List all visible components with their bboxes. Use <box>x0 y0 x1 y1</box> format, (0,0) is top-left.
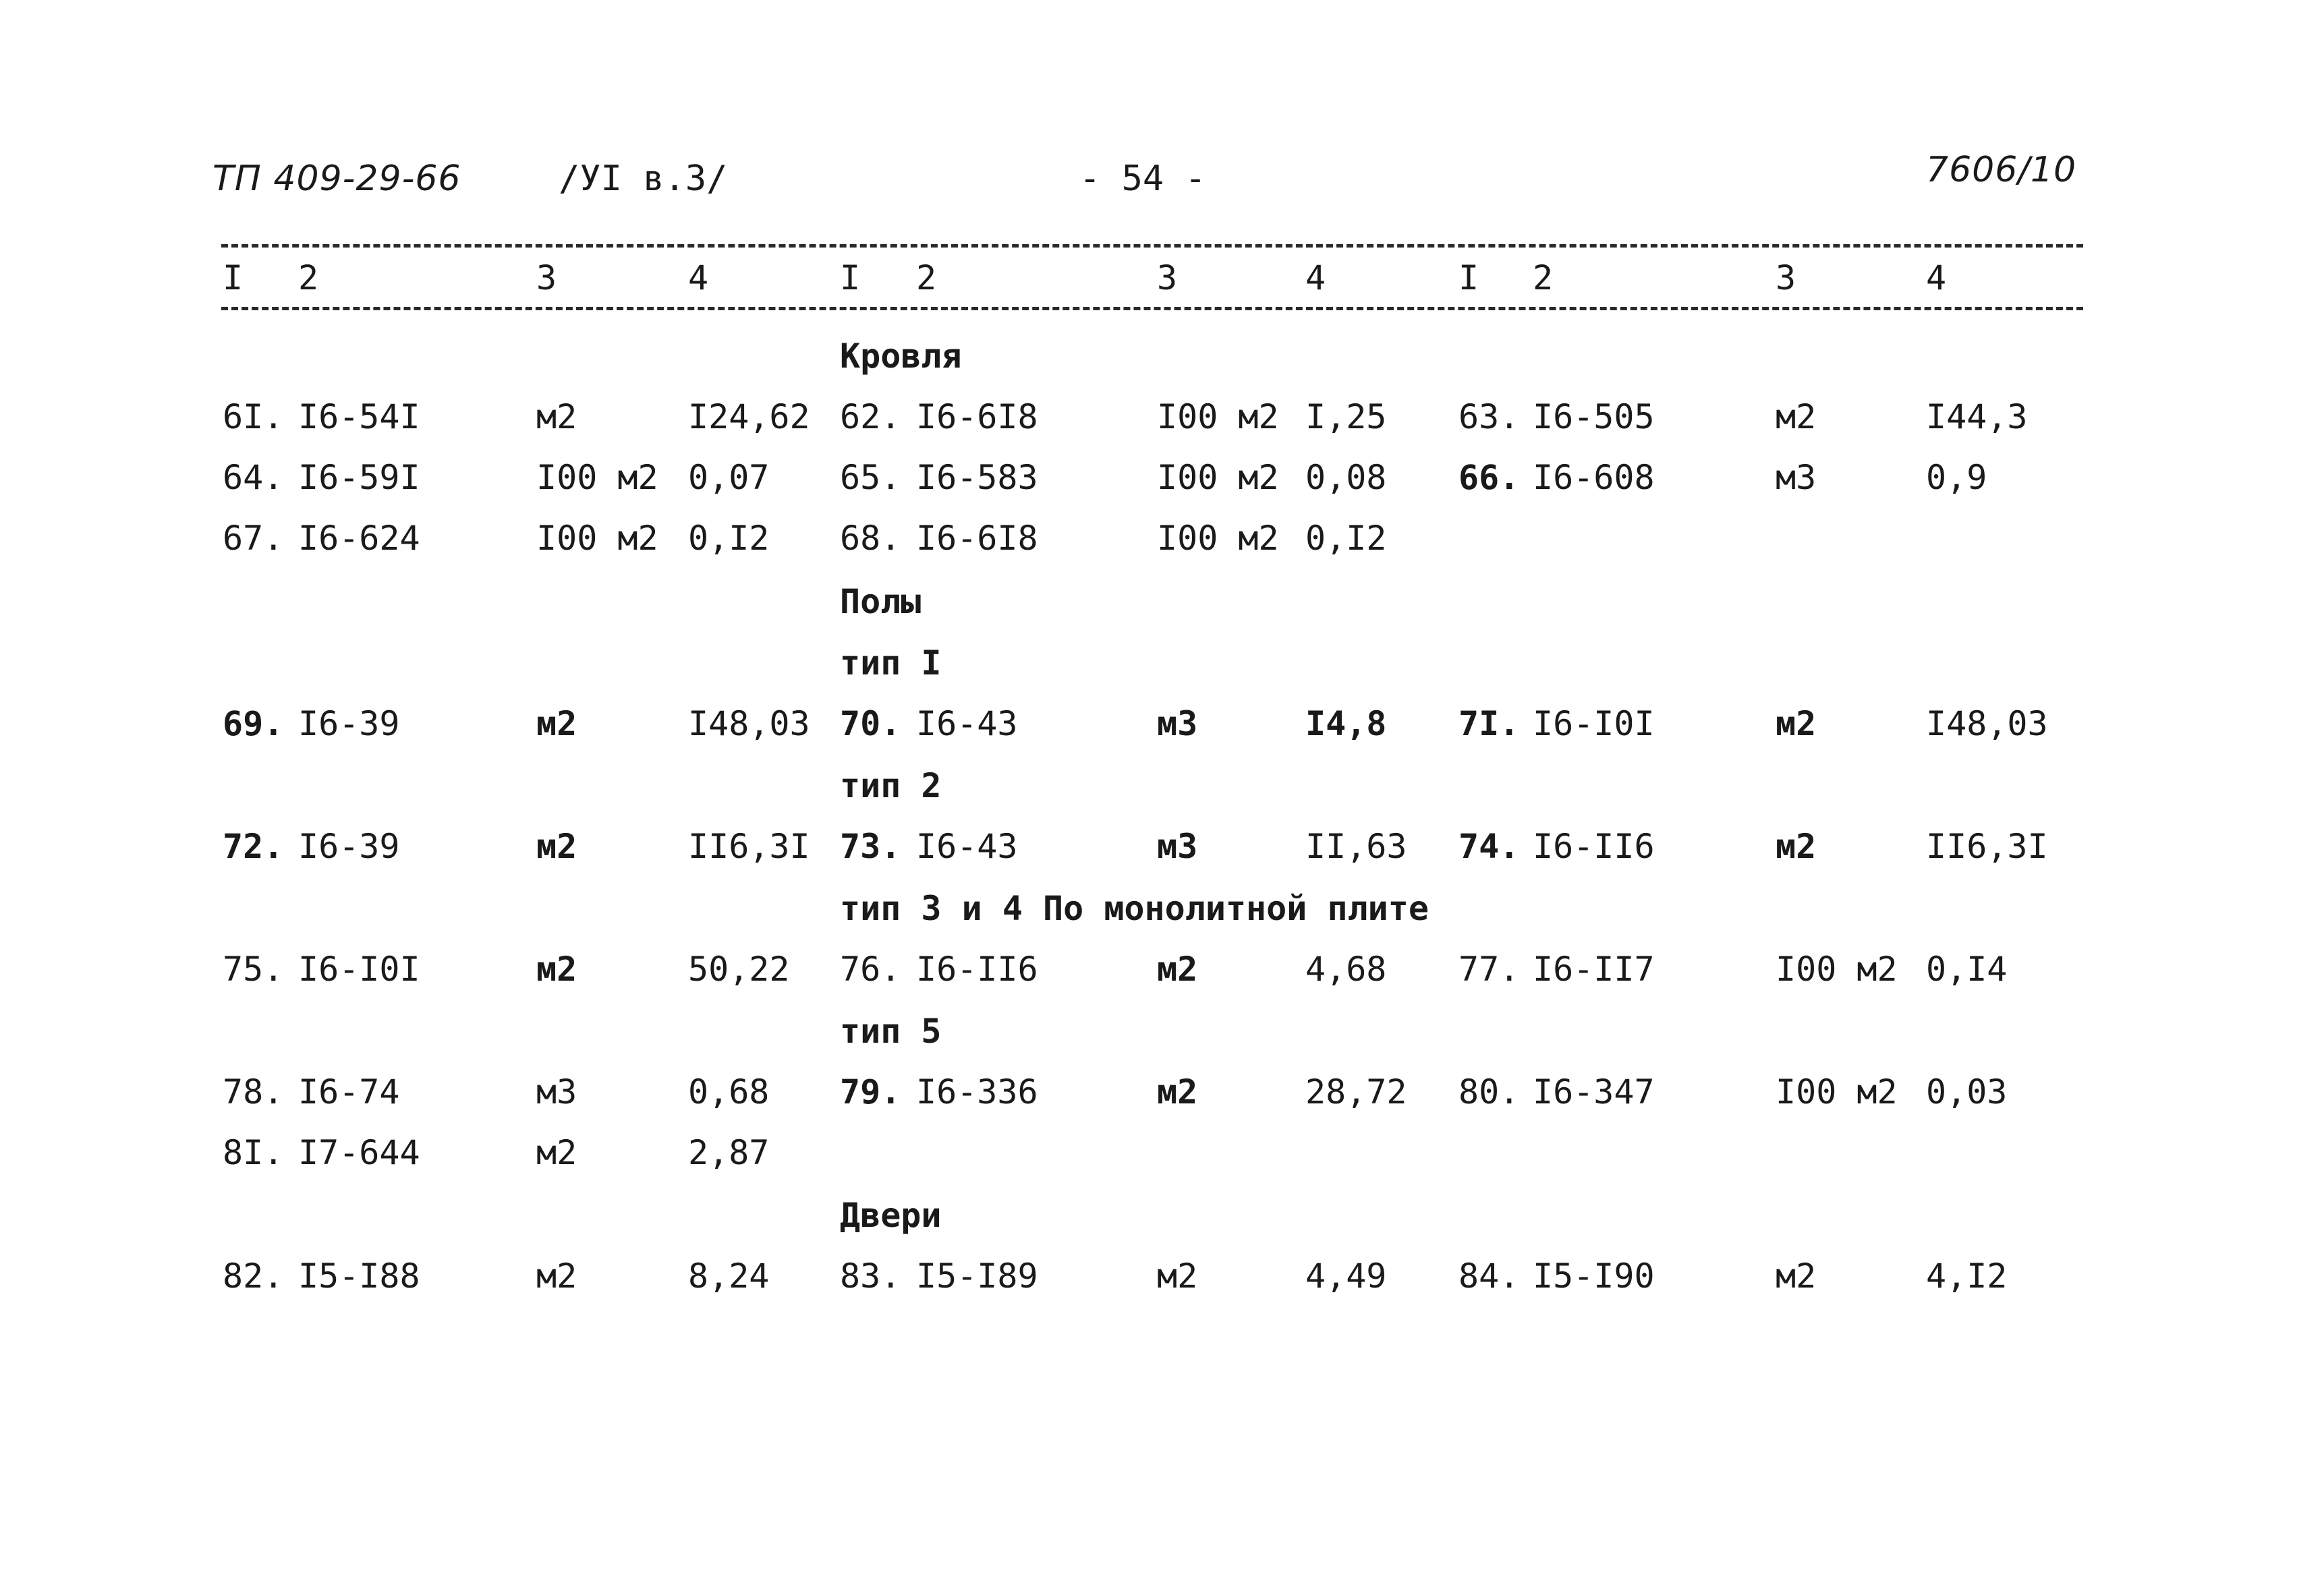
item-code: I6-624 <box>298 519 420 558</box>
item-quantity: 0,03 <box>1926 1072 2008 1112</box>
item-code: I6-43 <box>916 704 1018 743</box>
item-number: 66. <box>1458 458 1520 497</box>
item-quantity: 4,68 <box>1305 950 1387 989</box>
item-unit: м2 <box>1776 1257 1817 1296</box>
item-unit: I00 м2 <box>1776 1072 1898 1112</box>
item-quantity: I4,8 <box>1305 704 1387 743</box>
item-code: I6-II6 <box>916 950 1038 989</box>
item-unit: м2 <box>536 1257 577 1296</box>
item-unit: I00 м2 <box>1157 519 1279 558</box>
item-code: I6-336 <box>916 1072 1038 1112</box>
item-unit: м2 <box>536 950 577 989</box>
item-quantity: 28,72 <box>1305 1072 1407 1112</box>
item-number: 8I. <box>223 1133 284 1172</box>
column-header: I <box>1458 258 1479 297</box>
item-quantity: 0,I2 <box>688 519 770 558</box>
item-number: 78. <box>223 1072 284 1112</box>
item-unit: I00 м2 <box>1776 950 1898 989</box>
column-header: 4 <box>1926 258 1947 297</box>
column-header: I <box>840 258 861 297</box>
subsection-heading-type5: тип 5 <box>840 1012 942 1051</box>
document-code: ТП 409-29-66 <box>212 158 461 199</box>
item-code: I6-583 <box>916 458 1038 497</box>
item-unit: м2 <box>1776 704 1817 743</box>
item-quantity: II6,3I <box>1926 827 2048 866</box>
item-number: 76. <box>840 950 901 989</box>
item-quantity: 0,08 <box>1305 458 1387 497</box>
item-unit: I00 м2 <box>536 519 658 558</box>
column-header: 3 <box>1157 258 1178 297</box>
item-number: 83. <box>840 1257 901 1296</box>
item-code: I6-505 <box>1533 397 1655 436</box>
column-header: 2 <box>298 258 319 297</box>
table-top-rule <box>221 244 2083 248</box>
item-code: I6-43 <box>916 827 1018 866</box>
item-quantity: 50,22 <box>688 950 790 989</box>
item-number: 67. <box>223 519 284 558</box>
item-unit: м3 <box>1776 458 1817 497</box>
item-unit: м3 <box>1157 827 1198 866</box>
column-header: 2 <box>1533 258 1554 297</box>
item-unit: м2 <box>536 827 577 866</box>
column-header: 4 <box>688 258 709 297</box>
item-number: 65. <box>840 458 901 497</box>
item-number: 68. <box>840 519 901 558</box>
item-number: 63. <box>1458 397 1520 436</box>
item-number: 82. <box>223 1257 284 1296</box>
section-heading-roof: Кровля <box>840 337 962 376</box>
item-number: 62. <box>840 397 901 436</box>
item-quantity: 0,9 <box>1926 458 1987 497</box>
item-unit: м2 <box>1776 827 1817 866</box>
column-header: 2 <box>916 258 937 297</box>
item-number: 74. <box>1458 827 1520 866</box>
item-unit: м2 <box>536 704 577 743</box>
item-number: 69. <box>223 704 284 743</box>
item-code: I6-I0I <box>298 950 420 989</box>
item-unit: I00 м2 <box>536 458 658 497</box>
item-quantity: I48,03 <box>1926 704 2048 743</box>
item-quantity: I,25 <box>1305 397 1387 436</box>
item-code: I6-347 <box>1533 1072 1655 1112</box>
item-code: I5-I90 <box>1533 1257 1655 1296</box>
column-header: 3 <box>536 258 557 297</box>
item-code: I6-54I <box>298 397 420 436</box>
item-unit: м3 <box>536 1072 577 1112</box>
item-code: I6-II6 <box>1533 827 1655 866</box>
item-number: 80. <box>1458 1072 1520 1112</box>
item-quantity: 4,I2 <box>1926 1257 2008 1296</box>
item-unit: м2 <box>1157 1257 1198 1296</box>
sheet-stamp: 7606/10 <box>1926 150 2077 190</box>
item-number: 7I. <box>1458 704 1520 743</box>
column-header: 3 <box>1776 258 1796 297</box>
item-number: 70. <box>840 704 901 743</box>
subsection-heading-type3-4: тип 3 и 4 По монолитной плите <box>840 889 1429 928</box>
item-quantity: 0,I2 <box>1305 519 1387 558</box>
item-quantity: I44,3 <box>1926 397 2028 436</box>
item-code: I5-I88 <box>298 1257 420 1296</box>
item-code: I6-6I8 <box>916 397 1038 436</box>
item-quantity: 0,I4 <box>1926 950 2008 989</box>
item-code: I6-59I <box>298 458 420 497</box>
item-number: 73. <box>840 827 901 866</box>
page-number: - 54 - <box>1079 158 1206 199</box>
item-unit: I00 м2 <box>1157 397 1279 436</box>
item-code: I6-6I8 <box>916 519 1038 558</box>
item-quantity: 4,49 <box>1305 1257 1387 1296</box>
item-code: I6-II7 <box>1533 950 1655 989</box>
item-number: 6I. <box>223 397 284 436</box>
item-code: I6-39 <box>298 827 400 866</box>
header-bottom-rule <box>221 307 2083 310</box>
item-number: 75. <box>223 950 284 989</box>
item-quantity: I24,62 <box>688 397 810 436</box>
item-quantity: I48,03 <box>688 704 810 743</box>
item-unit: м2 <box>1157 1072 1198 1112</box>
item-number: 79. <box>840 1072 901 1112</box>
subsection-heading-type2: тип 2 <box>840 766 942 805</box>
item-unit: м2 <box>1776 397 1817 436</box>
item-code: I5-I89 <box>916 1257 1038 1296</box>
item-code: I6-39 <box>298 704 400 743</box>
item-code: I7-644 <box>298 1133 420 1172</box>
item-number: 64. <box>223 458 284 497</box>
column-header: 4 <box>1305 258 1326 297</box>
item-number: 84. <box>1458 1257 1520 1296</box>
item-unit: м2 <box>1157 950 1198 989</box>
item-unit: м2 <box>536 397 577 436</box>
item-quantity: II,63 <box>1305 827 1407 866</box>
item-quantity: 2,87 <box>688 1133 770 1172</box>
section-heading-doors: Двери <box>840 1196 942 1235</box>
item-code: I6-74 <box>298 1072 400 1112</box>
volume-label: /УI в.3/ <box>559 158 728 199</box>
item-number: 77. <box>1458 950 1520 989</box>
item-code: I6-I0I <box>1533 704 1655 743</box>
item-quantity: II6,3I <box>688 827 810 866</box>
column-header: I <box>223 258 244 297</box>
item-unit: м2 <box>536 1133 577 1172</box>
section-heading-floors: Полы <box>840 582 922 621</box>
item-unit: м3 <box>1157 704 1198 743</box>
item-quantity: 0,68 <box>688 1072 770 1112</box>
item-unit: I00 м2 <box>1157 458 1279 497</box>
item-code: I6-608 <box>1533 458 1655 497</box>
item-quantity: 0,07 <box>688 458 770 497</box>
item-number: 72. <box>223 827 284 866</box>
item-quantity: 8,24 <box>688 1257 770 1296</box>
subsection-heading-type1: тип I <box>840 643 942 683</box>
